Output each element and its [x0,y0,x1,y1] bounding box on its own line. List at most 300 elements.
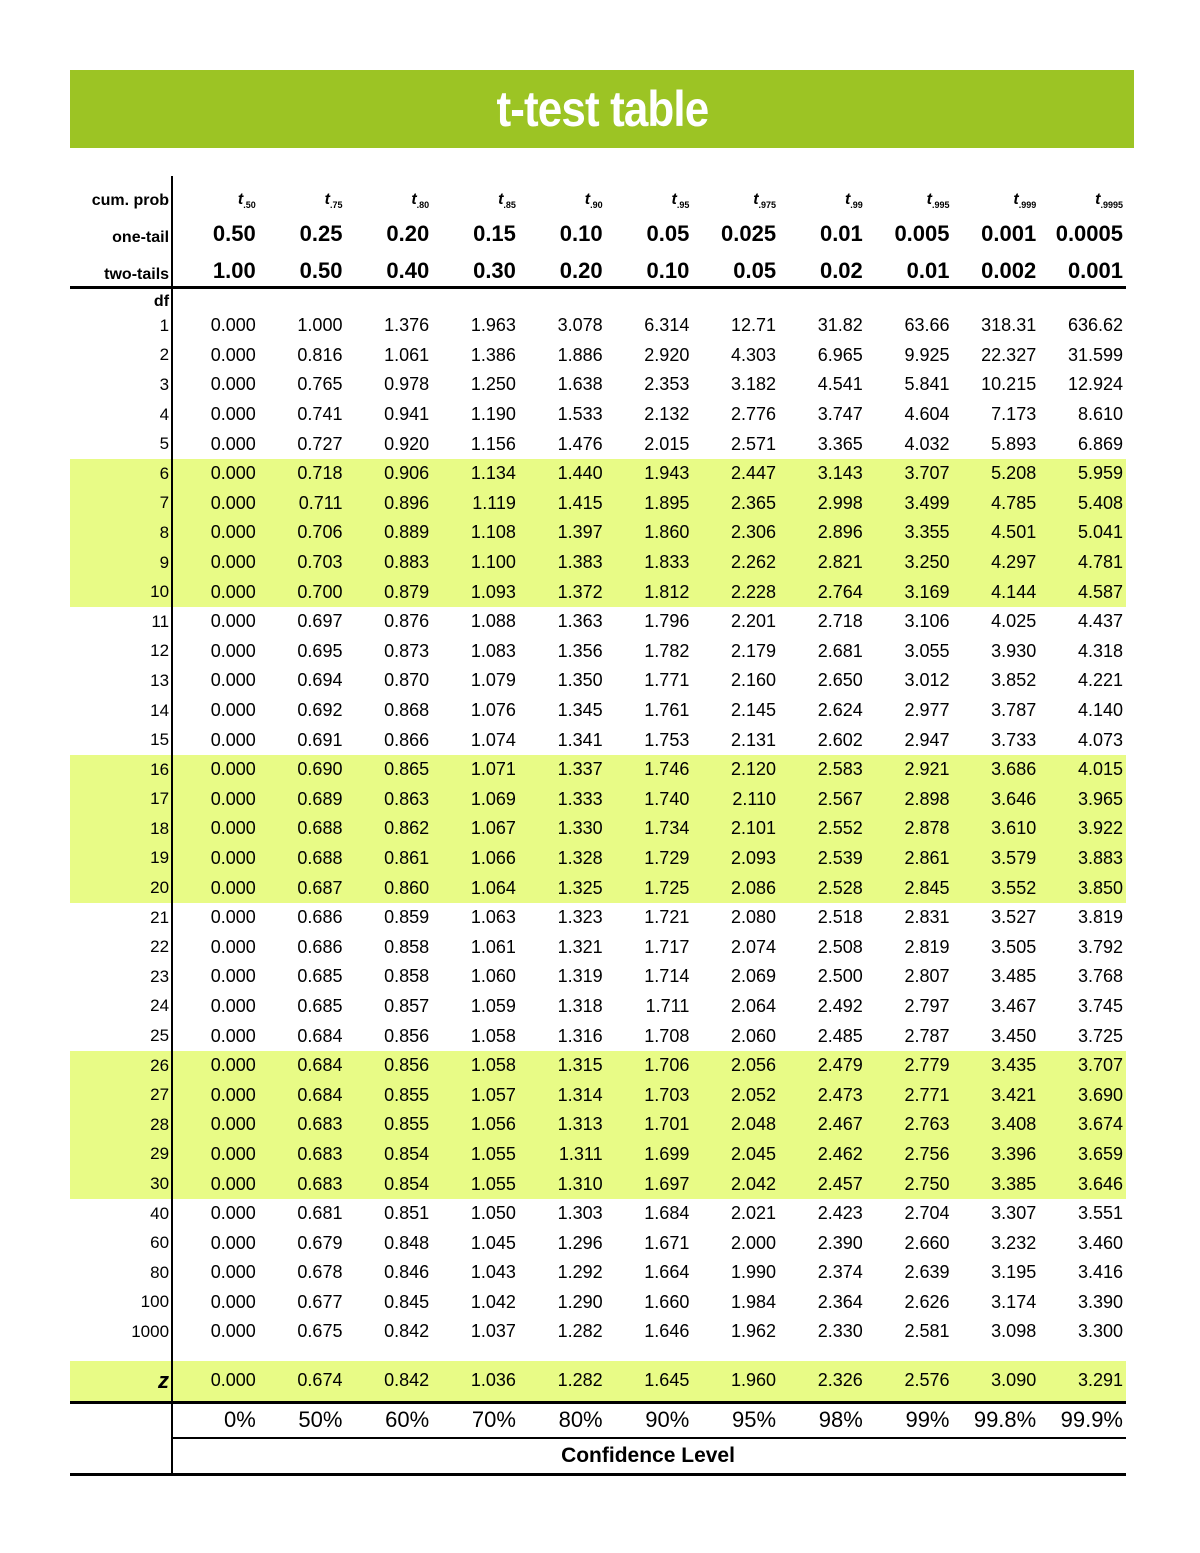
critical-value-cell: 2.262 [692,548,779,578]
df-value: 30 [70,1169,172,1199]
confidence-value: 60% [345,1402,432,1438]
df-value: 21 [70,903,172,933]
critical-value-cell: 1.156 [470,433,516,454]
critical-value-cell: 3.725 [1077,1025,1123,1046]
critical-value-cell: 0.000 [210,1262,256,1283]
critical-value-cell: 3.610 [953,814,1040,844]
critical-value-cell: 0.681 [297,1203,343,1224]
critical-value-cell: 1.708 [644,1025,690,1046]
z-value-cell: 0.000 [172,1361,259,1403]
critical-value-cell: 1.984 [731,1291,777,1312]
critical-value-cell: 2.015 [644,433,690,454]
df-value: 17 [70,785,172,815]
critical-value-cell: 1.290 [557,1291,603,1312]
one-tail-value: 0.0005 [1055,221,1123,246]
critical-value-cell: 2.764 [779,577,866,607]
z-value-cell: 3.291 [1039,1361,1126,1403]
two-tails-value: 0.001 [1039,247,1126,288]
table-row [70,785,1126,815]
cum-prob-header [172,176,259,210]
critical-value-cell: 31.599 [1067,344,1123,365]
critical-value-cell: 1.363 [557,611,603,632]
critical-value-cell: 2.750 [866,1169,953,1199]
critical-value-cell: 0.000 [172,548,259,578]
critical-value-cell: 3.499 [866,489,953,519]
critical-value-cell: 3.883 [1039,844,1126,874]
t-symbol: $t_{.85}$ [498,190,516,210]
critical-value-cell: 0.000 [172,755,259,785]
critical-value-cell: 1.190 [470,404,516,425]
cum-prob-header [345,176,432,210]
df-value: 19 [70,844,172,874]
cum-prob-header [692,176,779,210]
critical-value-cell: 1.055 [432,1140,519,1170]
critical-value-cell: 0.816 [297,344,343,365]
critical-value-cell: 2.060 [731,1025,777,1046]
t-symbol: $t_{.90}$ [584,190,603,210]
critical-value-cell: 1.376 [384,315,430,336]
critical-value-cell: 0.684 [259,1051,346,1081]
critical-value-cell: 2.626 [904,1291,950,1312]
critical-value-cell: 2.457 [779,1169,866,1199]
df-value: 1 [70,311,172,341]
cum-prob-header [259,176,346,210]
critical-value-cell: 4.604 [904,404,950,425]
critical-value-cell: 9.925 [904,344,950,365]
df-label: df [70,288,172,312]
critical-value-cell: 0.870 [384,670,430,691]
critical-value-cell: 0.000 [172,1080,259,1110]
table-row [70,725,1126,755]
critical-value-cell: 22.327 [981,344,1037,365]
critical-value-cell: 1.064 [432,873,519,903]
critical-value-cell: 3.250 [866,548,953,578]
t-symbol: $t_{.995}$ [926,190,950,210]
z-value-cell: 1.036 [432,1361,519,1403]
critical-value-cell: 1.711 [645,995,690,1016]
critical-value-cell: 1.812 [606,577,693,607]
two-tails-value: 0.002 [953,247,1040,288]
critical-value-cell: 3.416 [1077,1262,1123,1283]
table-row [70,1021,1126,1051]
critical-value-cell: 5.841 [904,374,950,395]
critical-value-cell: 3.930 [991,640,1037,661]
critical-value-cell: 2.763 [866,1110,953,1140]
critical-value-cell: 2.086 [692,873,779,903]
critical-value-cell: 4.221 [1077,670,1123,691]
critical-value-cell: 0.000 [210,315,256,336]
cum-prob-header [953,176,1040,210]
cum-prob-header [1039,176,1126,210]
df-value: 12 [70,637,172,667]
critical-value-cell: 7.173 [991,404,1037,425]
critical-value-cell: 0.868 [384,700,430,721]
cum-prob-header [432,176,519,210]
critical-value-cell: 1.071 [432,755,519,785]
critical-value-cell: 1.055 [432,1169,519,1199]
critical-value-cell: 8.610 [1077,404,1123,425]
critical-value-cell: 1.311 [519,1140,606,1170]
critical-value-cell: 1.310 [519,1169,606,1199]
critical-value-cell: 3.646 [953,785,1040,815]
critical-value-cell: 1.042 [470,1291,516,1312]
critical-value-cell: 3.787 [991,700,1037,721]
critical-value-cell: 1.000 [297,315,343,336]
critical-value-cell: 2.423 [817,1203,863,1224]
cum-prob-label: cum. prob [70,176,172,210]
critical-value-cell: 0.000 [210,611,256,632]
critical-value-cell: 0.858 [384,966,430,987]
critical-value-cell: 2.056 [692,1051,779,1081]
critical-value-cell: 4.437 [1077,611,1123,632]
critical-value-cell: 0.000 [210,966,256,987]
critical-value-cell: 1.796 [644,611,690,632]
critical-value-cell: 0.859 [384,907,430,928]
critical-value-cell: 3.078 [557,315,603,336]
cum-prob-row [70,176,1126,210]
critical-value-cell: 0.863 [345,785,432,815]
table-row [70,1317,1126,1347]
critical-value-cell: 5.893 [991,433,1037,454]
critical-value-cell: 1.356 [557,640,603,661]
critical-value-cell: 0.000 [172,518,259,548]
critical-value-cell: 4.303 [731,344,777,365]
critical-value-cell: 4.587 [1039,577,1126,607]
critical-value-cell: 2.132 [644,404,690,425]
critical-value-cell: 5.041 [1039,518,1126,548]
df-value: 20 [70,873,172,903]
df-value: 22 [70,932,172,962]
df-value: 100 [70,1288,172,1318]
critical-value-cell: 2.101 [692,814,779,844]
critical-value-cell: 0.687 [259,873,346,903]
critical-value-cell: 0.861 [345,844,432,874]
critical-value-cell: 0.000 [172,1169,259,1199]
z-value-cell: 2.576 [866,1361,953,1403]
critical-value-cell: 0.906 [345,459,432,489]
critical-value-cell: 1.043 [470,1262,516,1283]
df-value: 7 [70,489,172,519]
critical-value-cell: 1.699 [606,1140,693,1170]
critical-value-cell: 0.851 [384,1203,430,1224]
critical-value-cell: 0.727 [297,433,343,454]
cum-prob-subscript: .90 [590,200,603,210]
z-row [70,1361,1126,1403]
critical-value-cell: 4.785 [953,489,1040,519]
critical-value-cell: 1.083 [470,640,516,661]
critical-value-cell: 2.160 [731,670,777,691]
table-row [70,666,1126,696]
critical-value-cell: 2.390 [817,1232,863,1253]
critical-value-cell: 0.855 [345,1080,432,1110]
critical-value-cell: 0.000 [172,489,259,519]
critical-value-cell: 0.941 [384,404,430,425]
critical-value-cell: 2.898 [866,785,953,815]
t-symbol: $t_{.99}$ [844,190,863,210]
critical-value-cell: 1.701 [606,1110,693,1140]
one-tail-value: 0.025 [721,221,777,246]
critical-value-cell: 0.683 [259,1169,346,1199]
critical-value-cell: 1.088 [470,611,516,632]
critical-value-cell: 2.467 [779,1110,866,1140]
critical-value-cell: 3.745 [1077,995,1123,1016]
critical-value-cell: 0.675 [297,1321,343,1342]
critical-value-cell: 0.688 [259,844,346,874]
table-row [70,814,1126,844]
critical-value-cell: 3.505 [991,936,1037,957]
table-row [70,844,1126,874]
critical-value-cell: 1.753 [644,729,690,750]
critical-value-cell: 3.965 [1039,785,1126,815]
critical-value-cell: 1.059 [470,995,516,1016]
critical-value-cell: 2.364 [817,1291,863,1312]
critical-value-cell: 1.963 [470,315,516,336]
critical-value-cell: 3.579 [953,844,1040,874]
one-tail-label: one-tail [70,210,172,247]
critical-value-cell: 1.045 [470,1232,516,1253]
critical-value-cell: 1.061 [384,344,430,365]
critical-value-cell: 2.069 [731,966,777,987]
table-row [70,1228,1126,1258]
critical-value-cell: 1.895 [606,489,693,519]
critical-value-cell: 0.000 [210,433,256,454]
two-tails-row [70,247,1126,288]
cum-prob-subscript: .995 [931,200,950,210]
critical-value-cell: 1.314 [519,1080,606,1110]
critical-value-cell: 4.297 [953,548,1040,578]
critical-value-cell: 31.82 [817,315,863,336]
critical-value-cell: 0.000 [210,344,256,365]
confidence-value: 99% [866,1402,953,1438]
critical-value-cell: 4.318 [1077,640,1123,661]
table-row [70,577,1126,607]
cum-prob-subscript: .999 [1018,200,1037,210]
two-tails-value: 0.01 [866,247,953,288]
table-row [70,637,1126,667]
critical-value-cell: 0.000 [172,785,259,815]
df-value: 14 [70,696,172,726]
critical-value-cell: 1.134 [432,459,519,489]
critical-value-cell: 0.703 [259,548,346,578]
critical-value-cell: 1.066 [432,844,519,874]
page-title: t-test table [496,81,708,137]
critical-value-cell: 3.747 [817,404,863,425]
t-table [70,176,1126,1476]
critical-value-cell: 2.660 [904,1232,950,1253]
critical-value-cell: 2.878 [866,814,953,844]
t-symbol: $t_{.999}$ [1013,190,1037,210]
critical-value-cell: 2.306 [692,518,779,548]
df-value: 80 [70,1258,172,1288]
critical-value-cell: 1.660 [644,1291,690,1312]
critical-value-cell: 3.527 [991,907,1037,928]
one-tail-value: 0.05 [646,221,690,246]
critical-value-cell: 0.856 [345,1051,432,1081]
critical-value-cell: 2.518 [817,907,863,928]
df-value: 10 [70,577,172,607]
table-body [70,176,1126,1474]
z-value-cell: 2.326 [779,1361,866,1403]
two-tails-value: 1.00 [172,247,259,288]
critical-value-cell: 0.679 [297,1232,343,1253]
critical-value-cell: 0.854 [345,1169,432,1199]
critical-value-cell: 1.415 [519,489,606,519]
critical-value-cell: 2.479 [779,1051,866,1081]
cum-prob-subscript: .85 [503,200,516,210]
critical-value-cell: 2.947 [904,729,950,750]
critical-value-cell: 2.639 [904,1262,950,1283]
critical-value-cell: 0.000 [210,670,256,691]
critical-value-cell: 3.195 [991,1262,1037,1283]
critical-value-cell: 0.000 [210,700,256,721]
critical-value-cell: 2.583 [779,755,866,785]
table-row [70,518,1126,548]
critical-value-cell: 1.063 [470,907,516,928]
df-value: 16 [70,755,172,785]
critical-value-cell: 0.000 [210,1203,256,1224]
critical-value-cell: 1.771 [644,670,690,691]
critical-value-cell: 0.697 [297,611,343,632]
critical-value-cell: 3.365 [817,433,863,454]
critical-value-cell: 2.819 [904,936,950,957]
critical-value-cell: 0.920 [384,433,430,454]
z-label: z [70,1361,172,1403]
critical-value-cell: 0.765 [297,374,343,395]
critical-value-cell: 1.067 [432,814,519,844]
critical-value-cell: 2.201 [731,611,777,632]
critical-value-cell: 1.533 [557,404,603,425]
cum-prob-header [519,176,606,210]
critical-value-cell: 0.865 [345,755,432,785]
critical-value-cell: 2.473 [779,1080,866,1110]
cum-prob-subscript: .9995 [1100,200,1123,210]
spacer-row [70,1347,1126,1361]
z-value-cell: 3.090 [953,1361,1040,1403]
table-row [70,1288,1126,1318]
critical-value-cell: 0.854 [345,1140,432,1170]
critical-value-cell: 3.552 [953,873,1040,903]
critical-value-cell: 0.846 [384,1262,430,1283]
df-value: 2 [70,341,172,371]
critical-value-cell: 3.922 [1039,814,1126,844]
critical-value-cell: 2.064 [731,995,777,1016]
critical-value-cell: 1.476 [557,433,603,454]
critical-value-cell: 318.31 [981,315,1037,336]
critical-value-cell: 1.282 [557,1321,603,1342]
critical-value-cell: 1.386 [470,344,516,365]
critical-value-cell: 2.000 [731,1232,777,1253]
table-row [70,311,1126,341]
critical-value-cell: 0.000 [210,1291,256,1312]
cum-prob-subscript: .95 [676,200,690,210]
critical-value-cell: 2.998 [779,489,866,519]
critical-value-cell: 2.845 [866,873,953,903]
critical-value-cell: 3.408 [953,1110,1040,1140]
critical-value-cell: 0.677 [297,1291,343,1312]
critical-value-cell: 2.787 [904,1025,950,1046]
critical-value-cell: 0.000 [210,404,256,425]
critical-value-cell: 0.876 [384,611,430,632]
df-value: 6 [70,459,172,489]
table-row [70,370,1126,400]
critical-value-cell: 3.307 [991,1203,1037,1224]
df-value: 27 [70,1080,172,1110]
critical-value-cell: 2.374 [817,1262,863,1283]
df-value: 25 [70,1021,172,1051]
one-tail-value: 0.50 [212,221,256,246]
table-row [70,1258,1126,1288]
critical-value-cell: 1.886 [557,344,603,365]
critical-value-cell: 0.856 [384,1025,430,1046]
critical-value-cell: 0.691 [297,729,343,750]
critical-value-cell: 3.174 [991,1291,1037,1312]
table-row [70,429,1126,459]
critical-value-cell: 1.313 [519,1110,606,1140]
critical-value-cell: 1.703 [606,1080,693,1110]
critical-value-cell: 636.62 [1067,315,1123,336]
critical-value-cell: 2.093 [692,844,779,874]
critical-value-cell: 4.073 [1077,729,1123,750]
df-value: 8 [70,518,172,548]
confidence-value: 70% [432,1402,519,1438]
two-tails-value: 0.40 [345,247,432,288]
table-row [70,548,1126,578]
table-row [70,755,1126,785]
critical-value-cell: 1.646 [644,1321,690,1342]
two-tails-value: 0.05 [692,247,779,288]
critical-value-cell: 3.485 [991,966,1037,987]
critical-value-cell: 1.706 [606,1051,693,1081]
critical-value-cell: 1.943 [606,459,693,489]
critical-value-cell: 1.383 [519,548,606,578]
critical-value-cell: 3.300 [1077,1321,1123,1342]
critical-value-cell: 4.140 [1077,700,1123,721]
df-value: 60 [70,1228,172,1258]
df-value: 23 [70,962,172,992]
critical-value-cell: 4.781 [1039,548,1126,578]
critical-value-cell: 3.792 [1077,936,1123,957]
critical-value-cell: 0.741 [297,404,343,425]
table-row [70,1051,1126,1081]
df-value: 3 [70,370,172,400]
critical-value-cell: 3.768 [1077,966,1123,987]
critical-value-cell: 2.681 [817,640,863,661]
critical-value-cell: 2.539 [779,844,866,874]
critical-value-cell: 2.508 [817,936,863,957]
two-tails-value: 0.10 [606,247,693,288]
df-value: 28 [70,1110,172,1140]
critical-value-cell: 1.100 [432,548,519,578]
critical-value-cell: 1.337 [519,755,606,785]
critical-value-cell: 2.145 [731,700,777,721]
critical-value-cell: 1.740 [606,785,693,815]
critical-value-cell: 1.079 [470,670,516,691]
critical-value-cell: 0.889 [345,518,432,548]
z-value-cell: 1.282 [519,1361,606,1403]
df-value: 40 [70,1199,172,1229]
critical-value-cell: 0.842 [384,1321,430,1342]
cum-prob-header [866,176,953,210]
df-value: 11 [70,607,172,637]
table-row [70,1169,1126,1199]
critical-value-cell: 1.315 [519,1051,606,1081]
critical-value-cell: 1.664 [644,1262,690,1283]
one-tail-value: 0.25 [299,221,343,246]
critical-value-cell: 1.321 [557,936,603,957]
critical-value-cell: 0.688 [259,814,346,844]
critical-value-cell: 1.714 [644,966,690,987]
critical-value-cell: 0.848 [384,1232,430,1253]
